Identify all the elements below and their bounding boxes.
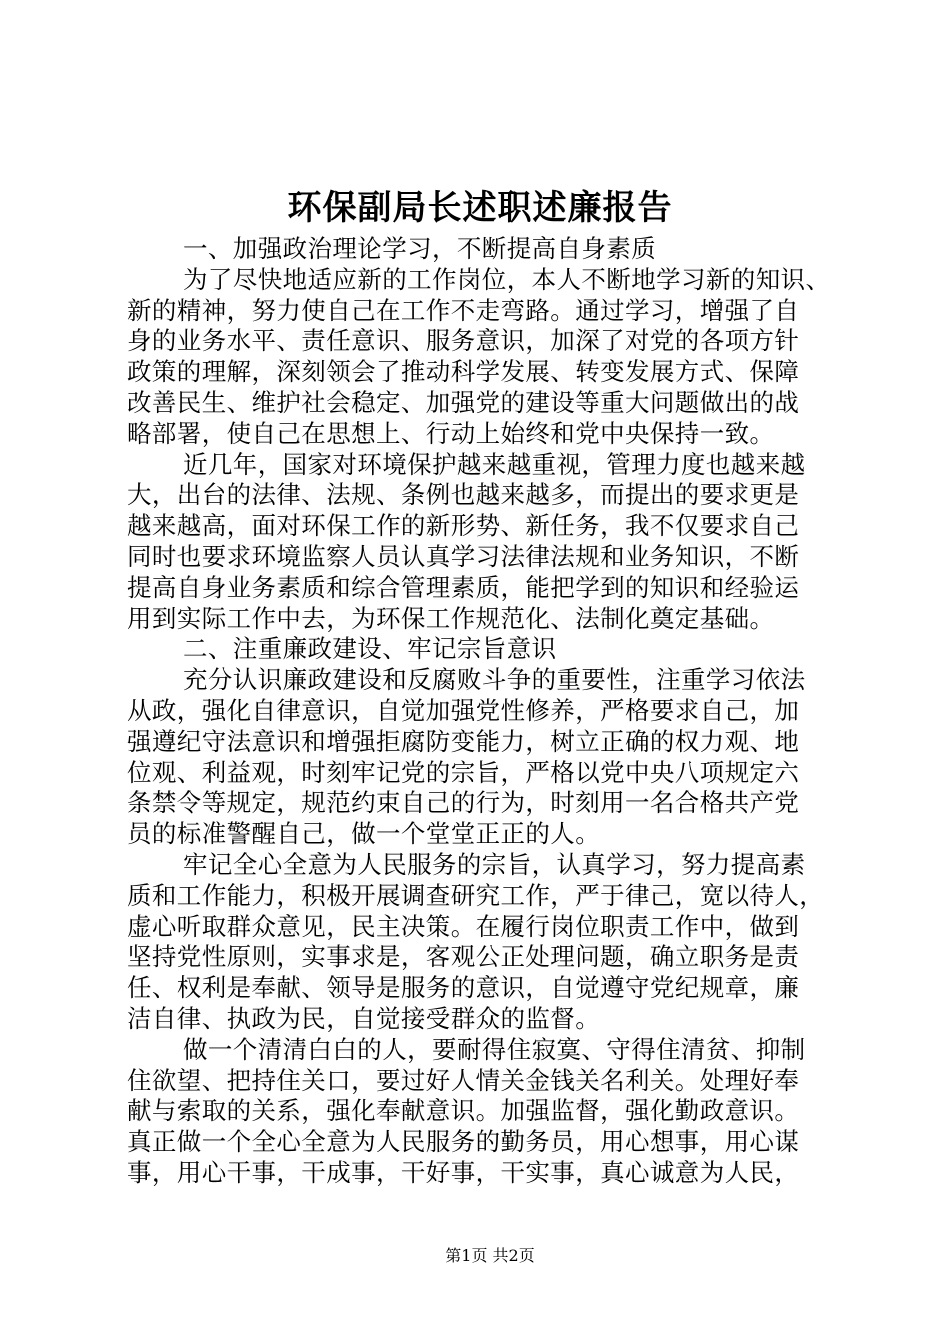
text-line: 身的业务水平、责任意识、服务意识，加深了对党的各项方针 <box>127 326 800 356</box>
document-title: 环保副局长述职述廉报告 <box>287 188 673 228</box>
text-line: 牢记全心全意为人民服务的宗旨，认真学习，努力提高素 <box>183 849 806 879</box>
paragraph <box>127 665 887 850</box>
paragraph <box>127 850 887 1035</box>
text-line: 洁自律、执政为民，自觉接受群众的监督。 <box>127 1003 601 1033</box>
text-line: 住欲望、把持住关口，要过好人情关金钱关名利关。处理好奉 <box>127 1065 800 1095</box>
section-heading <box>127 634 887 665</box>
text-line: 越来越高，面对环保工作的新形势、新任务，我不仅要求自己 <box>127 511 800 541</box>
page-footer: 第1页 共2页 <box>445 1246 535 1265</box>
paragraph <box>127 265 887 450</box>
section-heading <box>127 234 887 265</box>
text-line: 改善民生、维护社会稳定、加强党的建设等重大问题做出的战 <box>127 387 800 417</box>
text-line: 坚持党性原则，实事求是，客观公正处理问题，确立职务是责 <box>127 942 800 972</box>
text-line: 近几年，国家对环境保护越来越重视，管理力度也越来越 <box>183 449 806 479</box>
text-line: 虚心听取群众意见，民主决策。在履行岗位职责工作中，做到 <box>127 911 800 941</box>
text-line: 真正做一个全心全意为人民服务的勤务员，用心想事，用心谋 <box>127 1127 800 1157</box>
text-line: 任、权利是奉献、领导是服务的意识，自觉遵守党纪规章，廉 <box>127 973 800 1003</box>
text-line: 用到实际工作中去，为环保工作规范化、法制化奠定基础。 <box>127 603 775 633</box>
text-line: 献与索取的关系，强化奉献意识。加强监督，强化勤政意识。 <box>127 1096 800 1126</box>
text-line: 质和工作能力，积极开展调查研究工作，严于律己，宽以待人， <box>127 880 825 910</box>
paragraph <box>127 1035 887 1189</box>
text-line: 新的精神，努力使自己在工作不走弯路。通过学习，增强了自 <box>127 295 800 325</box>
text-line: 大，出台的法律、法规、条例也越来越多，而提出的要求更是 <box>127 480 800 510</box>
document-body <box>127 234 887 1189</box>
paragraph <box>127 450 887 635</box>
text-line: 充分认识廉政建设和反腐败斗争的重要性，注重学习依法 <box>183 665 806 695</box>
text-line: 提高自身业务素质和综合管理素质，能把学到的知识和经验运 <box>127 572 800 602</box>
text-line: 为了尽快地适应新的工作岗位，本人不断地学习新的知识、 <box>183 264 831 294</box>
text-line: 员的标准警醒自己，做一个堂堂正正的人。 <box>127 819 601 849</box>
text-line: 略部署，使自己在思想上、行动上始终和党中央保持一致。 <box>127 418 775 448</box>
text-line: 位观、利益观，时刻牢记党的宗旨，严格以党中央八项规定六 <box>127 757 800 787</box>
text-line: 事，用心干事，干成事，干好事，干实事，真心诚意为人民， <box>127 1157 800 1187</box>
text-line: 二、注重廉政建设、牢记宗旨意识 <box>183 634 557 664</box>
text-line: 强遵纪守法意识和增强拒腐防变能力，树立正确的权力观、地 <box>127 726 800 756</box>
text-line: 从政，强化自律意识，自觉加强党性修养，严格要求自己，加 <box>127 695 800 725</box>
text-line: 条禁令等规定，规范约束自己的行为，时刻用一名合格共产党 <box>127 788 800 818</box>
text-line: 同时也要求环境监察人员认真学习法律法规和业务知识，不断 <box>127 541 800 571</box>
text-line: 做一个清清白白的人，要耐得住寂寞、守得住清贫、抑制 <box>183 1034 806 1064</box>
text-line: 一、加强政治理论学习，不断提高自身素质 <box>183 234 657 263</box>
text-line: 政策的理解，深刻领会了推动科学发展、转变发展方式、保障 <box>127 357 800 387</box>
